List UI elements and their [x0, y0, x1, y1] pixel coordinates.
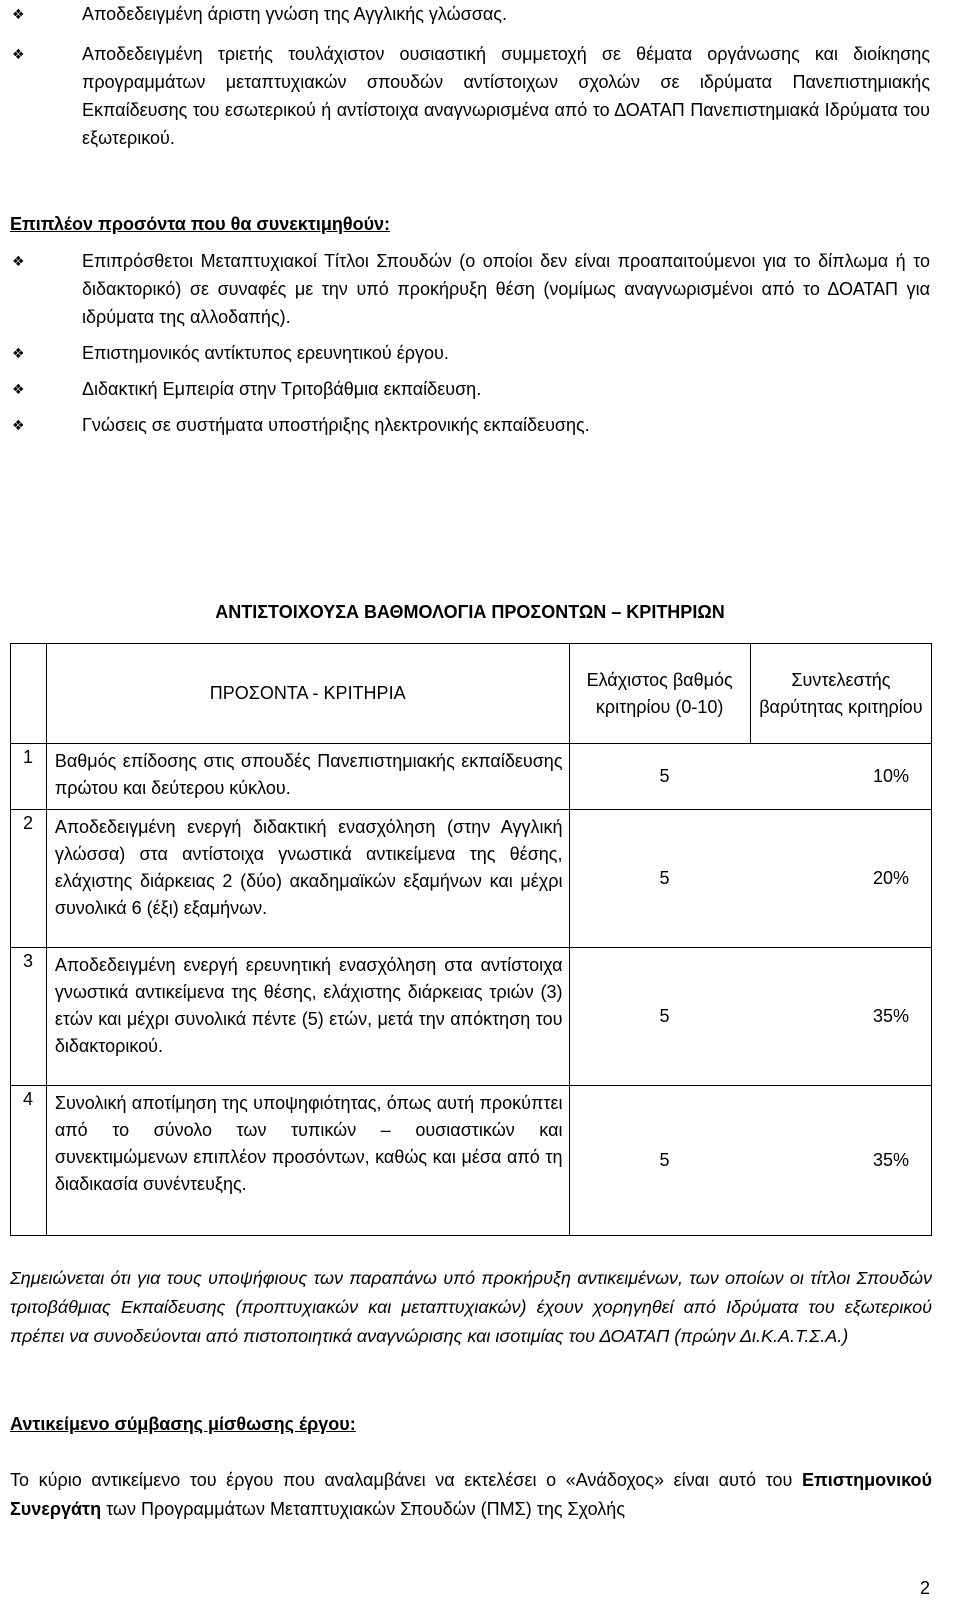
- row-values: [569, 1086, 932, 1236]
- bullet-text: Γνώσεις σε συστήματα υποστήριξης ηλεκτρονικής εκπαίδευσης.: [82, 415, 590, 435]
- row-values: [569, 744, 932, 810]
- table-title: ΑΝΤΙΣΤΟΙΧΟΥΣΑ ΒΑΘΜΟΛΟΓΙΑ ΠΡΟΣΟΝΤΩΝ – ΚΡΙΤΗΡΙΩΝ: [215, 602, 725, 622]
- list-item: [10, 339, 930, 367]
- row-weight: 10%: [872, 766, 909, 786]
- bullet-text: Επιστημονικός αντίκτυπος ερευνητικού έργου.: [82, 343, 449, 363]
- diamond-bullet-icon: ❖: [12, 417, 25, 433]
- diamond-bullet-icon: ❖: [12, 381, 25, 397]
- list-item: [10, 40, 930, 152]
- table-header-row: [11, 644, 932, 744]
- diamond-bullet-icon: ❖: [12, 253, 25, 269]
- header-num-cell: [11, 644, 47, 744]
- list-item: [10, 411, 930, 439]
- extra-qualifications-heading: Επιπλέον προσόντα που θα συνεκτιμηθούν:: [10, 214, 391, 234]
- row-number: 4: [11, 1086, 47, 1236]
- row-weight: 35%: [872, 1006, 909, 1026]
- diamond-bullet-icon: ❖: [12, 6, 25, 22]
- bullet-text: Διδακτική Εμπειρία στην Τριτοβάθμια εκπαίδευση.: [82, 379, 482, 399]
- row-criterion: Αποδεδειγμένη ενεργή διδακτική ενασχόληση (στην Αγγλική γλώσσα) στα αντίστοιχα γνωστικά αντικείμενα της θέσης, ελάχιστης διάρκειας 2 (δύο) ακαδημαϊκών εξαμήνων και μέχρι συνολικά 6 (έξι) εξαμήνων.: [46, 810, 569, 948]
- row-weight: 20%: [872, 868, 909, 888]
- row-number: 1: [11, 744, 47, 810]
- criteria-table: [10, 643, 932, 1236]
- table-row: [11, 810, 932, 948]
- subject-body-bold: Επιστημονικού Συνεργάτη: [10, 1470, 932, 1519]
- row-min-score: 5: [659, 1006, 670, 1026]
- header-min-score: Ελάχιστος βαθμός κριτηρίου (0-10): [569, 644, 750, 744]
- row-min-score: 5: [659, 868, 670, 888]
- page-number: 2: [919, 1578, 930, 1598]
- table-row: [11, 1086, 932, 1236]
- list-item: [10, 0, 930, 28]
- row-min-score: 5: [659, 766, 670, 786]
- diamond-bullet-icon: ❖: [12, 46, 25, 62]
- header-criteria: ΠΡΟΣΟΝΤΑ - ΚΡΙΤΗΡΙΑ: [46, 644, 569, 744]
- list-item: [10, 375, 930, 403]
- row-values: [569, 810, 932, 948]
- row-min-score: 5: [659, 1150, 670, 1170]
- extra-qualifications-list: [10, 247, 930, 447]
- row-number: 2: [11, 810, 47, 948]
- bullet-text: Αποδεδειγμένη τριετής τουλάχιστον ουσιαστική συμμετοχή σε θέματα οργάνωσης και διοίκησης προγραμμάτων μεταπτυχιακών σπουδών αντίστοιχων σχολών σε ιδρύματα Πανεπιστημιακής Εκπαίδευσης του εσωτερικού ή αντίστοιχα αναγνωρισμένα από το ΔΟΑΤΑΠ Πανεπιστημιακά Ιδρύματα του εξωτερικού.: [82, 44, 930, 148]
- bullet-text: Επιπρόσθετοι Μεταπτυχιακοί Τίτλοι Σπουδών (ο οποίοι δεν είναι προαπαιτούμενοι για το δίπλωμα ή το διδακτορικό) σε συναφές με την υπό προκήρυξη θέση (νομίμως αναγνωρισμένοι από το ΔΟΑΤΑΠ για ιδρύματα της αλλοδαπής).: [82, 251, 930, 327]
- row-number: 3: [11, 948, 47, 1086]
- subject-body-end: των Προγραμμάτων Μεταπτυχιακών Σπουδών (ΠΜΣ) της Σχολής: [101, 1499, 625, 1519]
- row-weight: 35%: [872, 1150, 909, 1170]
- table-row: [11, 948, 932, 1086]
- row-values: [569, 948, 932, 1086]
- contract-subject-heading: Αντικείμενο σύμβασης μίσθωσης έργου:: [10, 1414, 356, 1434]
- table-row: [11, 744, 932, 810]
- row-criterion: Αποδεδειγμένη ενεργή ερευνητική ενασχόληση στα αντίστοιχα γνωστικά αντικείμενα της θέσης, ελάχιστης διάρκειας τριών (3) ετών και μέχρι συνολικά πέντε (5) ετών, μετά την απόκτηση του διδακτορικού.: [46, 948, 569, 1086]
- row-criterion: Βαθμός επίδοσης στις σπουδές Πανεπιστημιακής εκπαίδευσης πρώτου και δεύτερου κύκλου.: [46, 744, 569, 810]
- subject-body-start: Το κύριο αντικείμενο του έργου που αναλαμβάνει να εκτελέσει ο «Ανάδοχος» είναι αυτό του: [10, 1470, 802, 1490]
- bullet-text: Αποδεδειγμένη άριστη γνώση της Αγγλικής γλώσσας.: [82, 4, 507, 24]
- header-weight: Συντελεστής βαρύτητας κριτηρίου: [750, 644, 931, 744]
- contract-subject-body: [10, 1466, 932, 1524]
- row-criterion: Συνολική αποτίμηση της υποψηφιότητας, όπως αυτή προκύπτει από το σύνολο των τυπικών – ουσιαστικών και συνεκτιμώμενων επιπλέον προσόντων, καθώς και μέσα από τη διαδικασία συνέντευξης.: [46, 1086, 569, 1236]
- diamond-bullet-icon: ❖: [12, 345, 25, 361]
- recognition-note: Σημειώνεται ότι για τους υποψήφιους των παραπάνω υπό προκήρυξη αντικειμένων, των οποίων οι τίτλοι Σπουδών τριτοβάθμιας Εκπαίδευσης (προπτυχιακών και μεταπτυχιακών) έχουν χορηγηθεί από Ιδρύματα του εξωτερικού πρέπει να συνοδεύονται από πιστοποιητικά αναγνώρισης και ισοτιμίας του ΔΟΑΤΑΠ (πρώην Δι.Κ.Α.Τ.Σ.Α.): [10, 1268, 932, 1346]
- list-item: [10, 247, 930, 331]
